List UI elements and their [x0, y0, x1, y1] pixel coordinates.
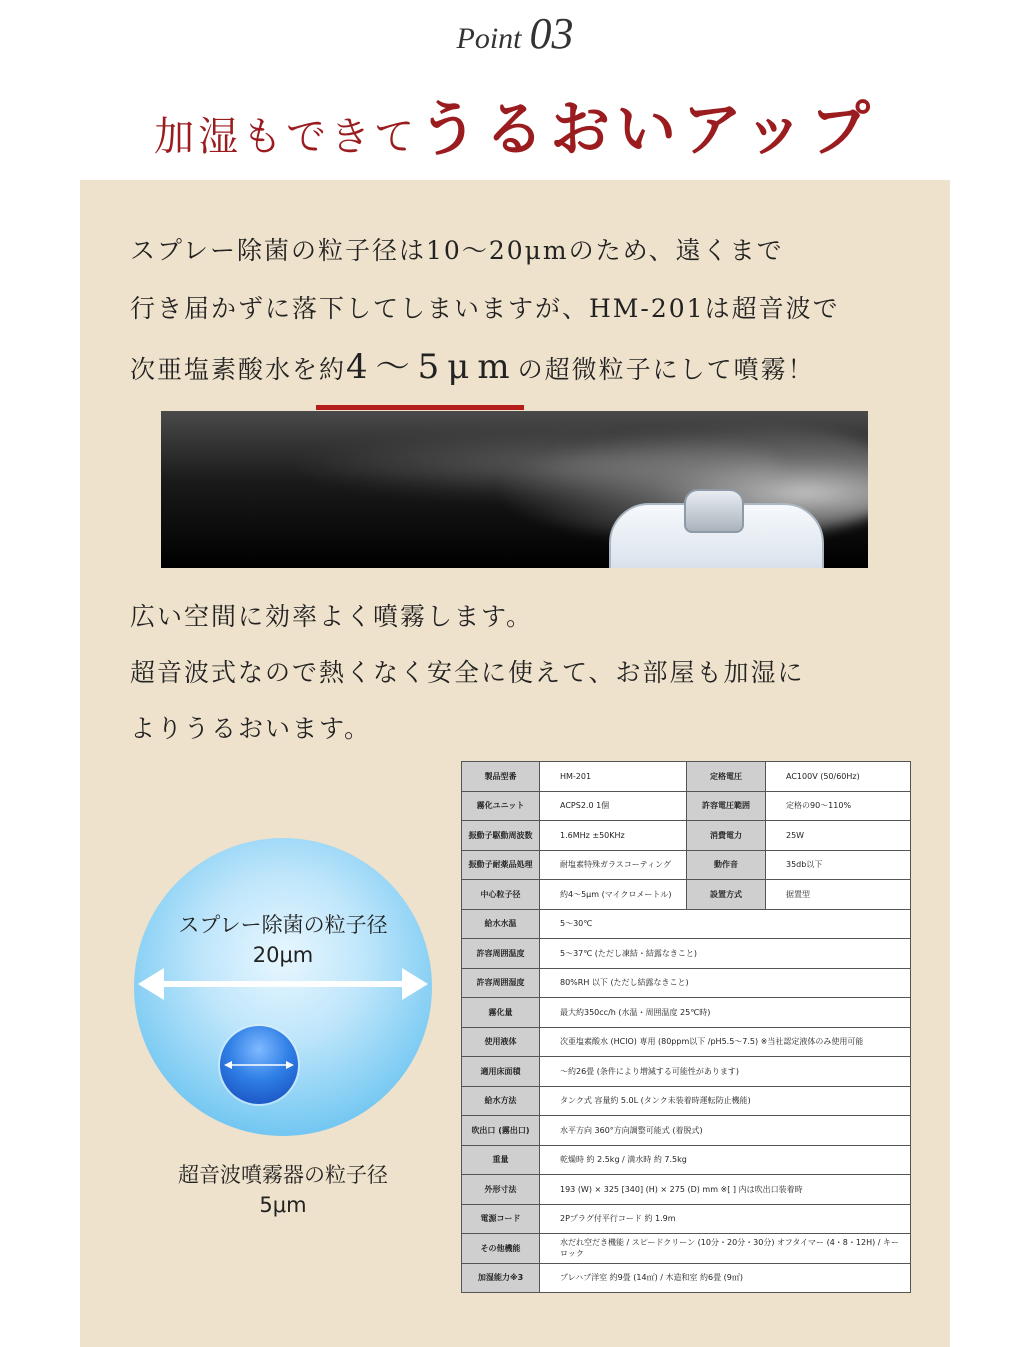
point-label: [0, 8, 1030, 59]
double-arrow-icon: [138, 966, 428, 1002]
spec-row: [462, 968, 911, 998]
body-line-2: 超音波式なので熱くなく安全に使えて、お部屋も加湿に: [130, 658, 805, 687]
spec-value: 据置型: [766, 880, 911, 910]
spec-value: 水平方向 360°方向調整可能式 (着脱式): [540, 1116, 911, 1146]
spec-label: 重量: [462, 1145, 540, 1175]
body-text: [130, 589, 930, 757]
spec-value: ACPS2.0 1個: [540, 791, 687, 821]
spec-label: 振動子耐薬品処理: [462, 850, 540, 880]
spec-table: [461, 761, 911, 1293]
spec-label: 適用床面積: [462, 1057, 540, 1087]
spec-row: [462, 1145, 911, 1175]
spec-value: 最大約350cc/h (水温・周囲温度 25℃時): [540, 998, 911, 1028]
spec-label: 吹出口 (霧出口): [462, 1116, 540, 1146]
spec-value: 25W: [766, 821, 911, 851]
spec-value: AC100V (50/60Hz): [766, 762, 911, 792]
point-number: 03: [529, 9, 574, 58]
spec-value: 2Pプラグ付平行コード 約 1.9m: [540, 1204, 911, 1234]
spec-value: プレハブ洋室 約9畳 (14㎡) / 木造和室 約6畳 (9㎡): [540, 1263, 911, 1293]
spec-row: [462, 1234, 911, 1264]
spec-label: その他機能: [462, 1234, 540, 1264]
spec-value: 次亜塩素酸水 (HClO) 専用 (80ppm以下 /pH5.5～7.5) ※当社認定液体のみ使用可能: [540, 1027, 911, 1057]
ultra-label-line-1: 超音波噴霧器の粒子径: [178, 1163, 388, 1187]
intro-line-3-post: の超微粒子にして噴霧！: [517, 355, 815, 384]
spec-label: 給水方法: [462, 1086, 540, 1116]
spec-label: 電源コード: [462, 1204, 540, 1234]
spec-row: [462, 1263, 911, 1293]
headline: [0, 82, 1030, 168]
spray-label-line-1: スプレー除菌の粒子径: [178, 913, 388, 937]
spec-label: 消費電力: [687, 821, 766, 851]
spec-label: 製品型番: [462, 762, 540, 792]
spec-value: 1.6MHz ±50KHz: [540, 821, 687, 851]
spec-label: 外形寸法: [462, 1175, 540, 1205]
spec-value: 5～37℃ (ただし凍結・結露なきこと): [540, 939, 911, 969]
spec-value: 耐塩素特殊ガラスコーティング: [540, 850, 687, 880]
spec-label: 設置方式: [687, 880, 766, 910]
spec-label: 給水水温: [462, 909, 540, 939]
spec-value: 乾燥時 約 2.5kg / 満水時 約 7.5kg: [540, 1145, 911, 1175]
spec-label: 中心粒子径: [462, 880, 540, 910]
spec-row: [462, 850, 911, 880]
spec-value: 35db以下: [766, 850, 911, 880]
point-word: Point: [456, 22, 522, 55]
small-double-arrow-icon: [224, 1058, 294, 1072]
ultra-label-line-2: 5μm: [259, 1193, 307, 1217]
intro-line-3: [130, 338, 920, 399]
humidifier-nozzle: [684, 489, 744, 533]
humidifier-mist-photo: [161, 411, 868, 568]
spray-label-line-2: 20μm: [252, 943, 314, 967]
spec-value: 5～30℃: [540, 909, 911, 939]
spec-label: 振動子駆動周波数: [462, 821, 540, 851]
spec-value: タンク式 容量約 5.0L (タンク未装着時運転防止機能): [540, 1086, 911, 1116]
particle-size-emphasis: 4～5μm: [346, 338, 518, 396]
spec-label: 定格電圧: [687, 762, 766, 792]
ultrasonic-particle-caption: [134, 1160, 432, 1220]
spec-row: [462, 1086, 911, 1116]
body-line-3: よりうるおいます。: [130, 714, 372, 743]
spec-value: 水だれ空だき機能 / スピードクリーン (10分・20分・30分) オフタイマー (4・8・12H) / キーロック: [540, 1234, 911, 1264]
spec-row: [462, 821, 911, 851]
spec-label: 許容周囲湿度: [462, 968, 540, 998]
spec-row: [462, 909, 911, 939]
intro-line-1: スプレー除菌の粒子径は10～20μmのため、遠くまで: [130, 236, 784, 265]
spec-label: 許容電圧範囲: [687, 791, 766, 821]
spec-value: HM-201: [540, 762, 687, 792]
spec-row: [462, 791, 911, 821]
spec-row: [462, 1204, 911, 1234]
spec-label: 霧化量: [462, 998, 540, 1028]
spec-row: [462, 1057, 911, 1087]
headline-small: 加湿もできて: [154, 114, 419, 160]
spec-row: [462, 880, 911, 910]
spray-particle-label: [134, 910, 432, 970]
spec-value: 80%RH 以下 (ただし結露なきこと): [540, 968, 911, 998]
spec-label: 加湿能力※3: [462, 1263, 540, 1293]
spec-value: 定格の90～110%: [766, 791, 911, 821]
spec-row: [462, 998, 911, 1028]
spec-row: [462, 1116, 911, 1146]
body-line-1: 広い空間に効率よく噴霧します。: [130, 602, 534, 631]
spec-label: 霧化ユニット: [462, 791, 540, 821]
spec-value: 約4～5μm (マイクロメートル): [540, 880, 687, 910]
intro-line-2: 行き届かずに落下してしまいますが、HM-201は超音波で: [130, 294, 840, 323]
spec-value: 193 (W) × 325 [340] (H) × 275 (D) mm ※[ ] 内は吹出口装着時: [540, 1175, 911, 1205]
spec-label: 動作音: [687, 850, 766, 880]
headline-big: うるおいアップ: [418, 95, 876, 165]
spec-row: [462, 1027, 911, 1057]
intro-line-3-pre: 次亜塩素酸水を約: [130, 355, 347, 384]
spec-row: [462, 939, 911, 969]
spec-row: [462, 1175, 911, 1205]
spec-label: 使用液体: [462, 1027, 540, 1057]
spec-value: ～約26畳 (条件により増減する可能性があります): [540, 1057, 911, 1087]
spec-row: [462, 762, 911, 792]
intro-text: [130, 222, 920, 399]
spec-label: 許容周囲温度: [462, 939, 540, 969]
